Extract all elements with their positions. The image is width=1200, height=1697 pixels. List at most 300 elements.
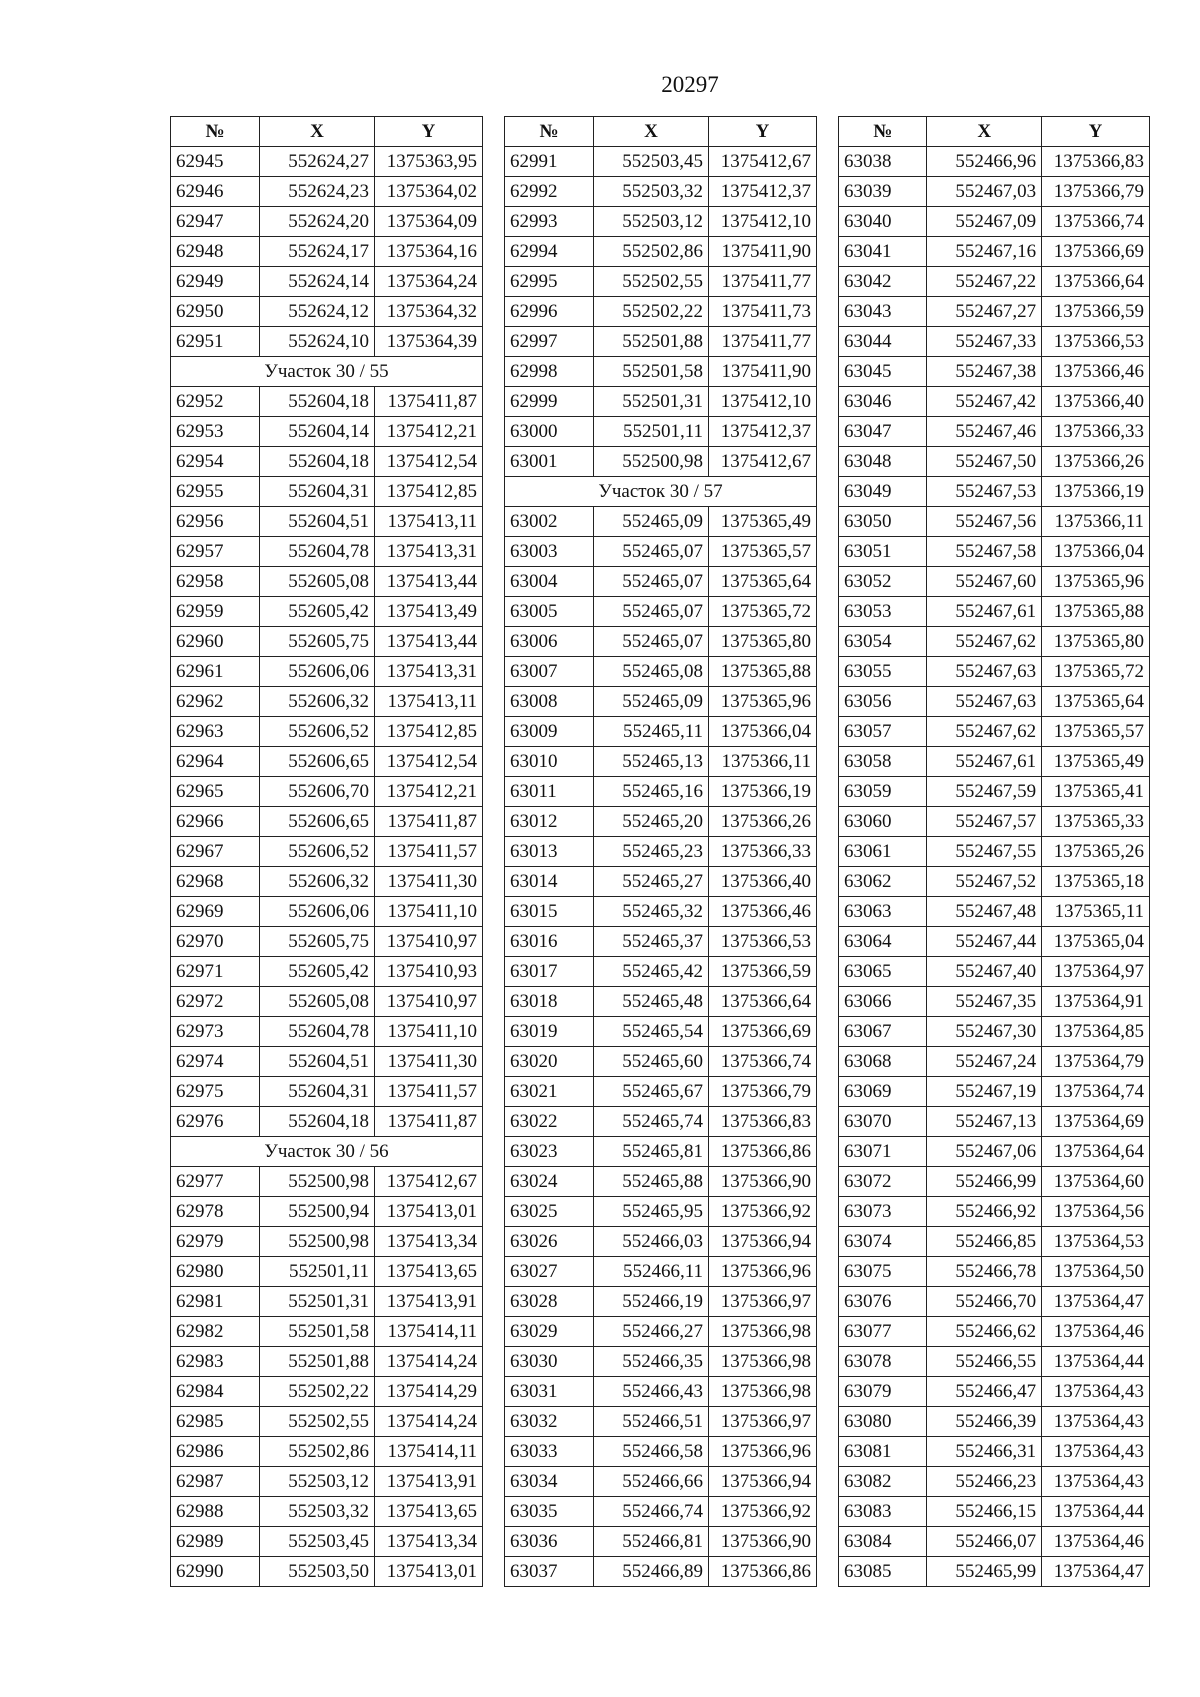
table-row	[171, 657, 483, 687]
table-row	[839, 447, 1150, 477]
table-row	[171, 957, 483, 987]
y-coordinate: 1375411,77	[709, 267, 817, 297]
y-coordinate: 1375365,49	[709, 507, 817, 537]
x-coordinate: 552606,32	[260, 867, 375, 897]
point-number: 62996	[505, 297, 594, 327]
y-coordinate: 1375364,09	[375, 207, 483, 237]
x-coordinate: 552466,47	[927, 1377, 1042, 1407]
point-number: 63047	[839, 417, 927, 447]
point-number: 63025	[505, 1197, 594, 1227]
y-coordinate: 1375364,69	[1042, 1107, 1150, 1137]
y-coordinate: 1375366,26	[709, 807, 817, 837]
x-coordinate: 552624,10	[260, 327, 375, 357]
x-coordinate: 552500,98	[260, 1167, 375, 1197]
y-coordinate: 1375366,64	[709, 987, 817, 1017]
x-coordinate: 552465,20	[594, 807, 709, 837]
x-coordinate: 552624,20	[260, 207, 375, 237]
y-coordinate: 1375364,91	[1042, 987, 1150, 1017]
x-coordinate: 552606,70	[260, 777, 375, 807]
x-coordinate: 552466,51	[594, 1407, 709, 1437]
y-coordinate: 1375366,04	[1042, 537, 1150, 567]
x-coordinate: 552465,07	[594, 597, 709, 627]
table-row	[505, 297, 817, 327]
table-row	[505, 1107, 817, 1137]
table-row	[839, 957, 1150, 987]
point-number: 63031	[505, 1377, 594, 1407]
table-row	[171, 177, 483, 207]
x-coordinate: 552465,16	[594, 777, 709, 807]
y-coordinate: 1375365,49	[1042, 747, 1150, 777]
y-coordinate: 1375366,33	[1042, 417, 1150, 447]
point-number: 62952	[171, 387, 260, 417]
y-coordinate: 1375411,90	[709, 237, 817, 267]
y-coordinate: 1375364,56	[1042, 1197, 1150, 1227]
x-coordinate: 552501,31	[260, 1287, 375, 1317]
table-row	[505, 1047, 817, 1077]
table-row	[839, 237, 1150, 267]
section-row	[171, 1137, 483, 1167]
table-row	[171, 717, 483, 747]
x-coordinate: 552466,43	[594, 1377, 709, 1407]
point-number: 63007	[505, 657, 594, 687]
y-coordinate: 1375366,40	[709, 867, 817, 897]
table-row	[839, 1437, 1150, 1467]
y-coordinate: 1375411,30	[375, 1047, 483, 1077]
point-number: 63058	[839, 747, 927, 777]
y-coordinate: 1375366,64	[1042, 267, 1150, 297]
point-number: 63061	[839, 837, 927, 867]
section-title: Участок 30 / 56	[171, 1137, 483, 1167]
y-coordinate: 1375366,26	[1042, 447, 1150, 477]
point-number: 62972	[171, 987, 260, 1017]
table-row	[839, 207, 1150, 237]
table-row	[839, 1227, 1150, 1257]
x-coordinate: 552467,46	[927, 417, 1042, 447]
table-row	[839, 1407, 1150, 1437]
x-coordinate: 552465,95	[594, 1197, 709, 1227]
x-coordinate: 552465,32	[594, 897, 709, 927]
y-coordinate: 1375365,80	[709, 627, 817, 657]
table-row	[505, 1317, 817, 1347]
table-row	[505, 177, 817, 207]
x-coordinate: 552467,33	[927, 327, 1042, 357]
table-row	[839, 597, 1150, 627]
x-coordinate: 552467,09	[927, 207, 1042, 237]
table-row	[839, 1137, 1150, 1167]
x-coordinate: 552605,75	[260, 927, 375, 957]
y-coordinate: 1375413,91	[375, 1467, 483, 1497]
y-coordinate: 1375366,94	[709, 1227, 817, 1257]
section-row	[505, 477, 817, 507]
x-coordinate: 552503,50	[260, 1557, 375, 1587]
point-number: 62979	[171, 1227, 260, 1257]
y-coordinate: 1375366,92	[709, 1197, 817, 1227]
point-number: 63050	[839, 507, 927, 537]
point-number: 63014	[505, 867, 594, 897]
y-coordinate: 1375364,24	[375, 267, 483, 297]
x-coordinate: 552604,18	[260, 387, 375, 417]
point-number: 63054	[839, 627, 927, 657]
y-coordinate: 1375366,98	[709, 1317, 817, 1347]
x-coordinate: 552606,32	[260, 687, 375, 717]
point-number: 63059	[839, 777, 927, 807]
point-number: 63085	[839, 1557, 927, 1587]
x-coordinate: 552503,32	[594, 177, 709, 207]
y-coordinate: 1375412,67	[709, 447, 817, 477]
table-row	[171, 1047, 483, 1077]
table-row	[505, 747, 817, 777]
point-number: 62951	[171, 327, 260, 357]
table-row	[505, 867, 817, 897]
x-coordinate: 552467,48	[927, 897, 1042, 927]
table-row	[171, 1197, 483, 1227]
point-number: 63022	[505, 1107, 594, 1137]
point-number: 63016	[505, 927, 594, 957]
point-number: 62957	[171, 537, 260, 567]
y-coordinate: 1375364,46	[1042, 1317, 1150, 1347]
point-number: 63065	[839, 957, 927, 987]
y-coordinate: 1375366,59	[1042, 297, 1150, 327]
x-coordinate: 552467,59	[927, 777, 1042, 807]
x-coordinate: 552466,27	[594, 1317, 709, 1347]
x-coordinate: 552465,74	[594, 1107, 709, 1137]
x-coordinate: 552503,12	[594, 207, 709, 237]
y-coordinate: 1375365,33	[1042, 807, 1150, 837]
y-coordinate: 1375364,50	[1042, 1257, 1150, 1287]
page-number: 20297	[661, 72, 719, 97]
table-row	[171, 147, 483, 177]
y-coordinate: 1375413,31	[375, 537, 483, 567]
table-row	[505, 1227, 817, 1257]
x-coordinate: 552503,45	[260, 1527, 375, 1557]
y-coordinate: 1375365,26	[1042, 837, 1150, 867]
x-coordinate: 552624,27	[260, 147, 375, 177]
header-number: №	[839, 117, 927, 147]
y-coordinate: 1375412,54	[375, 747, 483, 777]
y-coordinate: 1375413,34	[375, 1227, 483, 1257]
point-number: 63049	[839, 477, 927, 507]
y-coordinate: 1375364,43	[1042, 1467, 1150, 1497]
table-row	[505, 507, 817, 537]
y-coordinate: 1375413,44	[375, 567, 483, 597]
y-coordinate: 1375366,97	[709, 1407, 817, 1437]
table-row	[505, 147, 817, 177]
x-coordinate: 552467,62	[927, 627, 1042, 657]
y-coordinate: 1375412,67	[709, 147, 817, 177]
y-coordinate: 1375364,60	[1042, 1167, 1150, 1197]
point-number: 62950	[171, 297, 260, 327]
point-number: 63029	[505, 1317, 594, 1347]
point-number: 63082	[839, 1467, 927, 1497]
x-coordinate: 552502,22	[594, 297, 709, 327]
x-coordinate: 552466,31	[927, 1437, 1042, 1467]
table-row	[505, 1197, 817, 1227]
point-number: 62977	[171, 1167, 260, 1197]
x-coordinate: 552605,42	[260, 957, 375, 987]
table-row	[839, 477, 1150, 507]
y-coordinate: 1375366,96	[709, 1257, 817, 1287]
y-coordinate: 1375410,97	[375, 927, 483, 957]
y-coordinate: 1375366,90	[709, 1527, 817, 1557]
y-coordinate: 1375364,53	[1042, 1227, 1150, 1257]
table-row	[171, 1257, 483, 1287]
y-coordinate: 1375412,37	[709, 177, 817, 207]
x-coordinate: 552467,40	[927, 957, 1042, 987]
table-row	[839, 357, 1150, 387]
table-row	[839, 1197, 1150, 1227]
x-coordinate: 552466,81	[594, 1527, 709, 1557]
table-row	[839, 1557, 1150, 1587]
y-coordinate: 1375366,19	[1042, 477, 1150, 507]
point-number: 63044	[839, 327, 927, 357]
y-coordinate: 1375364,32	[375, 297, 483, 327]
y-coordinate: 1375411,30	[375, 867, 483, 897]
y-coordinate: 1375363,95	[375, 147, 483, 177]
y-coordinate: 1375366,46	[709, 897, 817, 927]
x-coordinate: 552467,60	[927, 567, 1042, 597]
header-x: X	[927, 117, 1042, 147]
x-coordinate: 552501,11	[594, 417, 709, 447]
x-coordinate: 552466,35	[594, 1347, 709, 1377]
table-row	[505, 447, 817, 477]
point-number: 63021	[505, 1077, 594, 1107]
y-coordinate: 1375413,11	[375, 507, 483, 537]
table-row	[171, 1557, 483, 1587]
x-coordinate: 552604,31	[260, 1077, 375, 1107]
point-number: 62988	[171, 1497, 260, 1527]
y-coordinate: 1375364,44	[1042, 1347, 1150, 1377]
x-coordinate: 552467,03	[927, 177, 1042, 207]
table-row	[171, 867, 483, 897]
x-coordinate: 552465,48	[594, 987, 709, 1017]
x-coordinate: 552465,81	[594, 1137, 709, 1167]
x-coordinate: 552467,30	[927, 1017, 1042, 1047]
point-number: 63006	[505, 627, 594, 657]
y-coordinate: 1375412,37	[709, 417, 817, 447]
y-coordinate: 1375410,97	[375, 987, 483, 1017]
point-number: 63042	[839, 267, 927, 297]
x-coordinate: 552466,70	[927, 1287, 1042, 1317]
x-coordinate: 552465,37	[594, 927, 709, 957]
point-number: 63083	[839, 1497, 927, 1527]
point-number: 62973	[171, 1017, 260, 1047]
table-row	[171, 927, 483, 957]
table-row	[171, 687, 483, 717]
y-coordinate: 1375365,18	[1042, 867, 1150, 897]
point-number: 63051	[839, 537, 927, 567]
point-number: 62949	[171, 267, 260, 297]
table-row	[505, 1437, 817, 1467]
table-row	[839, 147, 1150, 177]
y-coordinate: 1375411,57	[375, 1077, 483, 1107]
table-row	[839, 297, 1150, 327]
y-coordinate: 1375366,46	[1042, 357, 1150, 387]
coordinates-table-1	[170, 116, 483, 1587]
table-row	[505, 1557, 817, 1587]
point-number: 62968	[171, 867, 260, 897]
point-number: 62965	[171, 777, 260, 807]
table-row	[505, 717, 817, 747]
point-number: 63000	[505, 417, 594, 447]
table-row	[839, 867, 1150, 897]
point-number: 62975	[171, 1077, 260, 1107]
y-coordinate: 1375366,90	[709, 1167, 817, 1197]
point-number: 63017	[505, 957, 594, 987]
table-row	[505, 897, 817, 927]
y-coordinate: 1375366,19	[709, 777, 817, 807]
table-row	[171, 777, 483, 807]
coordinates-table-3	[838, 116, 1150, 1587]
x-coordinate: 552624,14	[260, 267, 375, 297]
y-coordinate: 1375411,10	[375, 897, 483, 927]
y-coordinate: 1375365,57	[709, 537, 817, 567]
header-y: Y	[375, 117, 483, 147]
y-coordinate: 1375414,11	[375, 1317, 483, 1347]
y-coordinate: 1375365,41	[1042, 777, 1150, 807]
point-number: 63072	[839, 1167, 927, 1197]
table-row	[171, 267, 483, 297]
table-row	[505, 537, 817, 567]
table-row	[171, 297, 483, 327]
x-coordinate: 552467,13	[927, 1107, 1042, 1137]
table-row	[839, 717, 1150, 747]
y-coordinate: 1375365,72	[709, 597, 817, 627]
table-row	[171, 567, 483, 597]
point-number: 62982	[171, 1317, 260, 1347]
y-coordinate: 1375364,02	[375, 177, 483, 207]
table-row	[839, 1347, 1150, 1377]
y-coordinate: 1375413,11	[375, 687, 483, 717]
point-number: 63079	[839, 1377, 927, 1407]
y-coordinate: 1375366,11	[709, 747, 817, 777]
header-y: Y	[1042, 117, 1150, 147]
x-coordinate: 552604,51	[260, 1047, 375, 1077]
x-coordinate: 552467,27	[927, 297, 1042, 327]
x-coordinate: 552467,50	[927, 447, 1042, 477]
point-number: 63076	[839, 1287, 927, 1317]
table-row	[505, 1017, 817, 1047]
table-row	[505, 777, 817, 807]
table-row	[171, 507, 483, 537]
point-number: 63057	[839, 717, 927, 747]
point-number: 63075	[839, 1257, 927, 1287]
x-coordinate: 552604,78	[260, 537, 375, 567]
y-coordinate: 1375413,65	[375, 1257, 483, 1287]
x-coordinate: 552466,96	[927, 147, 1042, 177]
table-row	[505, 837, 817, 867]
table-row	[505, 1497, 817, 1527]
table-row	[839, 1497, 1150, 1527]
coordinates-table-2	[504, 116, 817, 1587]
point-number: 63070	[839, 1107, 927, 1137]
table-row	[839, 537, 1150, 567]
x-coordinate: 552466,19	[594, 1287, 709, 1317]
y-coordinate: 1375364,43	[1042, 1377, 1150, 1407]
x-coordinate: 552467,62	[927, 717, 1042, 747]
y-coordinate: 1375366,86	[709, 1137, 817, 1167]
table-row	[505, 1527, 817, 1557]
y-coordinate: 1375412,21	[375, 777, 483, 807]
point-number: 62962	[171, 687, 260, 717]
x-coordinate: 552467,38	[927, 357, 1042, 387]
x-coordinate: 552467,56	[927, 507, 1042, 537]
table-row	[171, 1347, 483, 1377]
point-number: 62976	[171, 1107, 260, 1137]
x-coordinate: 552500,94	[260, 1197, 375, 1227]
x-coordinate: 552501,31	[594, 387, 709, 417]
x-coordinate: 552502,55	[260, 1407, 375, 1437]
point-number: 62978	[171, 1197, 260, 1227]
table-row	[505, 567, 817, 597]
point-number: 63068	[839, 1047, 927, 1077]
x-coordinate: 552606,06	[260, 657, 375, 687]
y-coordinate: 1375366,83	[709, 1107, 817, 1137]
table-row	[839, 387, 1150, 417]
point-number: 63034	[505, 1467, 594, 1497]
y-coordinate: 1375413,91	[375, 1287, 483, 1317]
x-coordinate: 552465,54	[594, 1017, 709, 1047]
y-coordinate: 1375364,44	[1042, 1497, 1150, 1527]
y-coordinate: 1375365,11	[1042, 897, 1150, 927]
table-row	[171, 207, 483, 237]
table-row	[505, 1077, 817, 1107]
y-coordinate: 1375413,31	[375, 657, 483, 687]
x-coordinate: 552502,22	[260, 1377, 375, 1407]
table-row	[839, 1527, 1150, 1557]
table-row	[839, 897, 1150, 927]
x-coordinate: 552465,67	[594, 1077, 709, 1107]
x-coordinate: 552503,32	[260, 1497, 375, 1527]
table-row	[839, 267, 1150, 297]
header-x: X	[594, 117, 709, 147]
point-number: 63026	[505, 1227, 594, 1257]
table-row	[171, 1107, 483, 1137]
y-coordinate: 1375364,43	[1042, 1437, 1150, 1467]
point-number: 63010	[505, 747, 594, 777]
point-number: 62991	[505, 147, 594, 177]
point-number: 63015	[505, 897, 594, 927]
x-coordinate: 552624,17	[260, 237, 375, 267]
x-coordinate: 552467,24	[927, 1047, 1042, 1077]
table-row	[505, 1137, 817, 1167]
header-y: Y	[709, 117, 817, 147]
point-number: 62956	[171, 507, 260, 537]
point-number: 62990	[171, 1557, 260, 1587]
x-coordinate: 552465,60	[594, 1047, 709, 1077]
y-coordinate: 1375366,53	[709, 927, 817, 957]
point-number: 62953	[171, 417, 260, 447]
x-coordinate: 552465,07	[594, 567, 709, 597]
x-coordinate: 552502,55	[594, 267, 709, 297]
point-number: 63062	[839, 867, 927, 897]
x-coordinate: 552466,62	[927, 1317, 1042, 1347]
table-row	[505, 1407, 817, 1437]
table-row	[839, 1077, 1150, 1107]
table-row	[505, 657, 817, 687]
table-row	[171, 237, 483, 267]
y-coordinate: 1375412,85	[375, 477, 483, 507]
point-number: 62955	[171, 477, 260, 507]
y-coordinate: 1375366,69	[1042, 237, 1150, 267]
y-coordinate: 1375366,79	[1042, 177, 1150, 207]
x-coordinate: 552606,06	[260, 897, 375, 927]
y-coordinate: 1375412,85	[375, 717, 483, 747]
x-coordinate: 552467,53	[927, 477, 1042, 507]
point-number: 63032	[505, 1407, 594, 1437]
y-coordinate: 1375366,83	[1042, 147, 1150, 177]
y-coordinate: 1375366,96	[709, 1437, 817, 1467]
y-coordinate: 1375365,64	[1042, 687, 1150, 717]
